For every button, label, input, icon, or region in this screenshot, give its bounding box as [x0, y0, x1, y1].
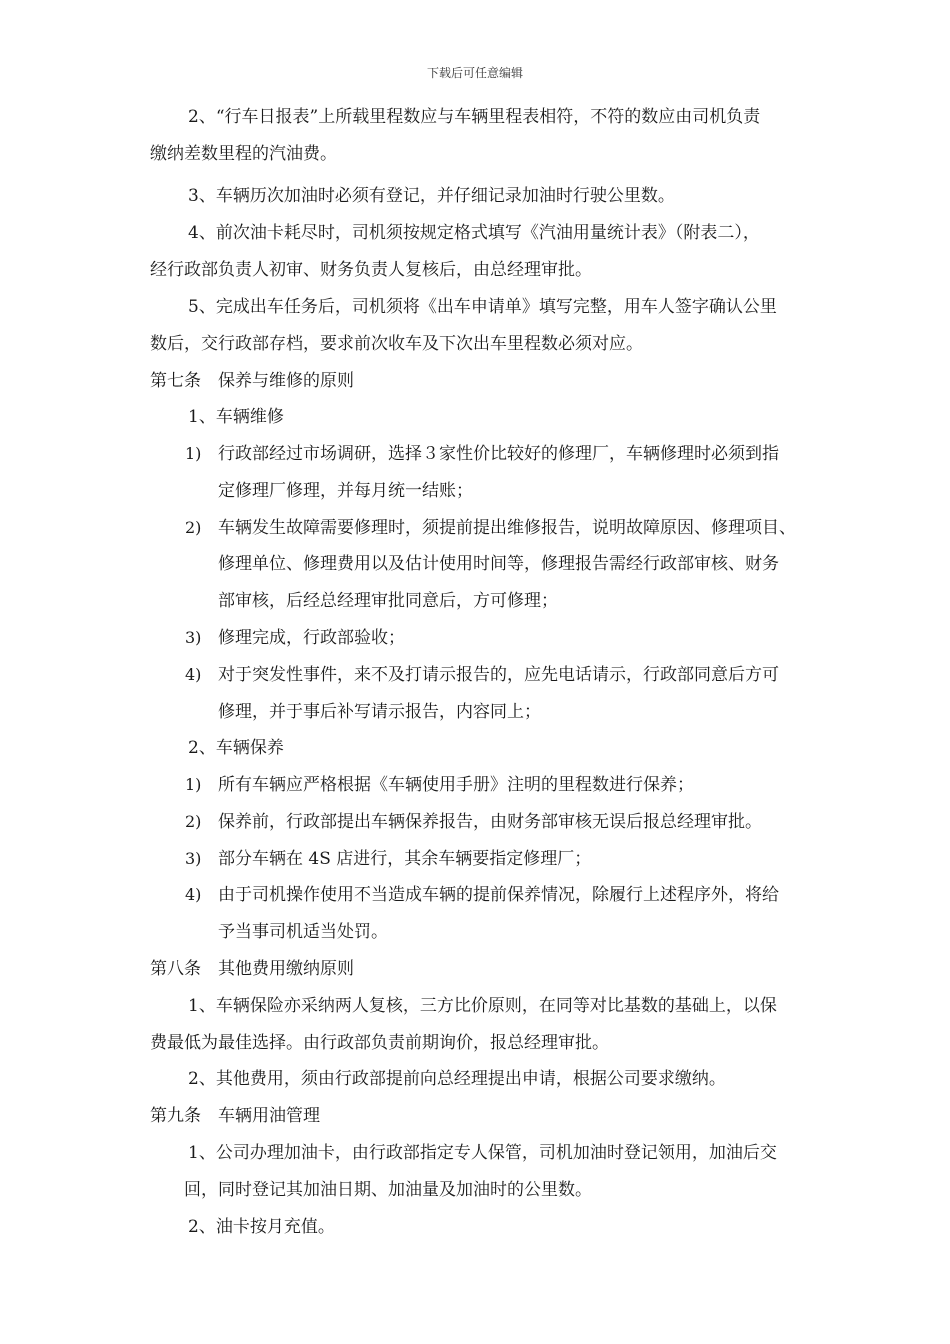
- paragraph-line: 2、其他费用，须由行政部提前向总经理提出申请，根据公司要求缴纳。: [188, 1069, 726, 1089]
- list-number: 1): [185, 444, 202, 463]
- paragraph-line: 5、完成出车任务后，司机须将《出车申请单》填写完整，用车人签字确认公里: [188, 297, 777, 317]
- paragraph-line: 1、公司办理加油卡，由行政部指定专人保管，司机加油时登记领用，加油后交: [188, 1143, 777, 1163]
- paragraph-line: 2、“行车日报表”上所载里程数应与车辆里程表相符，不符的数应由司机负责: [188, 107, 761, 127]
- list-item-line: 修理，并于事后补写请示报告，内容同上；: [218, 702, 541, 722]
- list-item-line: 部分车辆在 4S 店进行，其余车辆要指定修理厂；: [218, 849, 592, 869]
- subsection-heading: 1、车辆维修: [188, 407, 284, 427]
- list-number: 2): [185, 518, 202, 537]
- paragraph-line: 3、车辆历次加油时必须有登记，并仔细记录加油时行驶公里数。: [188, 186, 675, 206]
- list-number: 4): [185, 885, 202, 904]
- list-item-line: 修理完成，行政部验收；: [218, 628, 405, 648]
- section-heading: 第八条 其他费用缴纳原则: [150, 959, 354, 979]
- list-item-line: 修理单位、修理费用以及估计使用时间等，修理报告需经行政部审核、财务: [218, 554, 779, 574]
- list-item-line: 车辆发生故障需要修理时，须提前提出维修报告，说明故障原因、修理项目、: [218, 518, 796, 538]
- list-item-line: 行政部经过市场调研，选择３家性价比较好的修理厂，车辆修理时必须到指: [218, 444, 779, 464]
- list-item-line: 由于司机操作使用不当造成车辆的提前保养情况，除履行上述程序外，将给: [218, 885, 779, 905]
- page-header: 下载后可任意编辑: [426, 66, 523, 80]
- paragraph-line: 1、车辆保险亦采纳两人复核，三方比价原则，在同等对比基数的基础上，以保: [188, 996, 777, 1016]
- list-item-line: 保养前，行政部提出车辆保养报告，由财务部审核无误后报总经理审批。: [218, 812, 762, 832]
- list-item-line: 予当事司机适当处罚。: [218, 922, 388, 942]
- paragraph-line: 回，同时登记其加油日期、加油量及加油时的公里数。: [184, 1180, 592, 1200]
- list-item-line: 部审核，后经总经理审批同意后，方可修理；: [218, 591, 558, 611]
- section-heading: 第七条 保养与维修的原则: [150, 371, 354, 391]
- paragraph-line: 经行政部负责人初审、财务负责人复核后，由总经理审批。: [150, 260, 592, 280]
- subsection-heading: 2、车辆保养: [188, 738, 284, 758]
- list-number: 3): [185, 849, 202, 868]
- list-number: 1): [185, 775, 202, 794]
- paragraph-line: 2、油卡按月充值。: [188, 1217, 335, 1237]
- list-number: 3): [185, 628, 202, 647]
- paragraph-line: 4、前次油卡耗尽时，司机须按规定格式填写《汽油用量统计表》（附表二），: [188, 223, 760, 243]
- list-item-line: 定修理厂修理，并每月统一结账；: [218, 481, 473, 501]
- list-item-line: 对于突发性事件，来不及打请示报告的，应先电话请示，行政部同意后方可: [218, 665, 779, 685]
- list-number: 4): [185, 665, 202, 684]
- paragraph-line: 数后，交行政部存档，要求前次收车及下次出车里程数必须对应。: [150, 334, 643, 354]
- list-number: 2): [185, 812, 202, 831]
- section-heading: 第九条 车辆用油管理: [150, 1106, 320, 1126]
- list-item-line: 所有车辆应严格根据《车辆使用手册》注明的里程数进行保养；: [218, 775, 694, 795]
- paragraph-line: 费最低为最佳选择。由行政部负责前期询价，报总经理审批。: [150, 1033, 609, 1053]
- paragraph-line: 缴纳差数里程的汽油费。: [150, 144, 337, 164]
